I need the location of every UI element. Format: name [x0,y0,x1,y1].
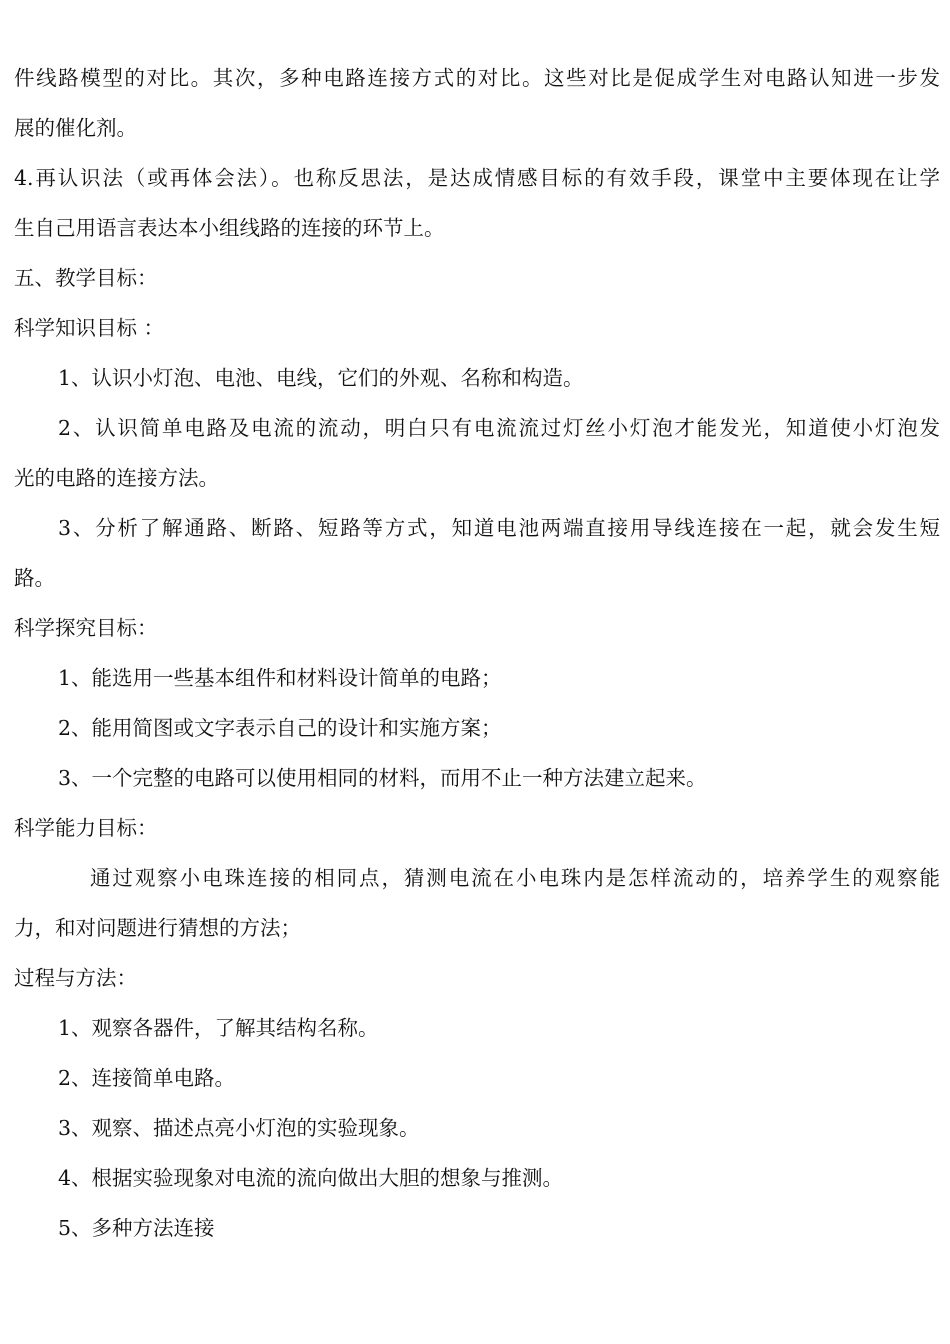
list-item: 3、观察、描述点亮小灯泡的实验现象。 [58,1116,420,1140]
subsection-heading: 科学能力目标： [14,816,158,840]
list-item: 3、分析了解通路、断路、短路等方式，知道电池两端直接用导线连接在一起，就会发生短 [58,516,940,540]
subsection-heading: 过程与方法： [14,966,137,990]
paragraph-line: 展的催化剂。 [14,116,137,140]
list-item-continuation: 光的电路的连接方法。 [14,466,219,490]
section-heading: 五、教学目标： [14,266,158,290]
list-item: 5、多种方法连接 [58,1216,215,1240]
list-item-continuation: 路。 [14,566,55,590]
list-item: 2、连接简单电路。 [58,1066,236,1090]
subsection-heading: 科学探究目标： [14,616,158,640]
paragraph-line: 4.再认识法（或再体会法）。也称反思法，是达成情感目标的有效手段，课堂中主要体现在让学 [14,166,940,190]
paragraph-line: 通过观察小电珠连接的相同点，猜测电流在小电珠内是怎样流动的，培养学生的观察能 [90,866,940,890]
paragraph-line: 力，和对问题进行猜想的方法； [14,916,301,940]
list-item: 2、能用简图或文字表示自己的设计和实施方案； [58,716,502,740]
list-item: 1、认识小灯泡、电池、电线，它们的外观、名称和构造。 [58,366,584,390]
list-item: 4、根据实验现象对电流的流向做出大胆的想象与推测。 [58,1166,564,1190]
list-item: 2、认识简单电路及电流的流动，明白只有电流流过灯丝小灯泡才能发光，知道使小灯泡发 [58,416,940,440]
paragraph-line: 件线路模型的对比。其次，多种电路连接方式的对比。这些对比是促成学生对电路认知进一步发 [14,66,940,90]
list-item: 1、观察各器件，了解其结构名称。 [58,1016,379,1040]
list-item: 1、能选用一些基本组件和材料设计简单的电路； [58,666,502,690]
list-item: 3、一个完整的电路可以使用相同的材料，而用不止一种方法建立起来。 [58,766,707,790]
subsection-heading: 科学知识目标 ： [14,316,165,340]
paragraph-line: 生自己用语言表达本小组线路的连接的环节上。 [14,216,445,240]
